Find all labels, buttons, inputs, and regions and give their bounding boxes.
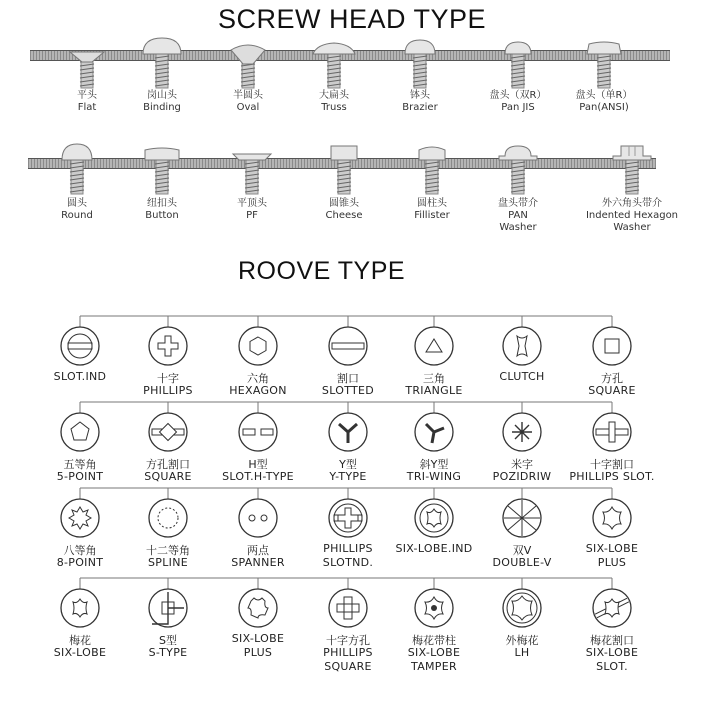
groove-en-label: Y-TYPE <box>329 470 367 483</box>
groove-zh-label: 外梅花 <box>505 634 539 647</box>
groove-zh-label: 割口 <box>337 372 359 385</box>
groove-en-label: TAMPER <box>411 660 457 673</box>
groove-en-label: PHILLIPS SLOT. <box>569 470 655 483</box>
screw-head-en: Indented Hexagon <box>585 210 679 221</box>
groove-zh-label: 双V <box>512 544 532 557</box>
groove-en-label: SQUARE <box>144 470 192 483</box>
screw-head-en: PAN <box>508 210 528 221</box>
groove-en-label: SIX-LOBE <box>585 542 639 555</box>
groove-en-label: 8-POINT <box>56 556 104 569</box>
groove-en-label: SPANNER <box>231 556 285 569</box>
screw-head-en: Flat <box>77 102 97 113</box>
groove-en-label: SQUARE <box>588 384 636 397</box>
screw-head-en: Round <box>61 210 93 221</box>
groove-item <box>552 412 672 502</box>
groove-zh-label: 三角 <box>423 372 445 385</box>
groove-zh-label: 十字 <box>157 372 179 385</box>
screw-head-en: Button <box>145 210 179 221</box>
groove-en-label: PLUS <box>597 556 627 569</box>
groove-en-label: SIX-LOBE <box>231 632 285 645</box>
screw-head-zh: 圆柱头 <box>417 198 447 209</box>
groove-type-title: ROOVE TYPE <box>238 257 406 285</box>
screw-head-en: Truss <box>321 102 347 113</box>
groove-zh-label: 五等角 <box>63 458 97 471</box>
groove-en-label: SIX-LOBE <box>407 646 461 659</box>
groove-en-label: SLOTND. <box>322 556 374 569</box>
groove-zh-label: 梅花 <box>69 634 91 647</box>
groove-zh-label: S型 <box>159 634 177 647</box>
screw-head-zh: 半圆头 <box>233 90 263 101</box>
groove-en-label: SLOTTED <box>321 384 375 397</box>
screw-head-en: Washer <box>499 222 537 233</box>
groove-en-label: SIX-LOBE <box>585 646 639 659</box>
groove-zh-label: 斜Y型 <box>419 458 449 471</box>
groove-en-label: LH <box>514 646 530 659</box>
screw-head-title: SCREW HEAD TYPE <box>217 4 487 34</box>
screw-head-zh: 大扁头 <box>319 90 349 101</box>
groove-zh-label: 十字方孔 <box>326 634 370 647</box>
screw-head-zh: 外六角头带介 <box>602 198 662 209</box>
screw-head-en: Fillister <box>414 210 450 221</box>
groove-zh-label: 十字割口 <box>590 458 634 471</box>
screw-head-en: Pan(ANSI) <box>579 102 629 113</box>
screw-head-zh: 平头 <box>77 90 97 101</box>
groove-zh-label: 方孔割口 <box>146 458 190 471</box>
groove-en-label: SQUARE <box>324 660 372 673</box>
groove-item <box>552 498 672 588</box>
groove-en-label: PHILLIPS <box>143 384 193 397</box>
screw-head-zh: 盘头（单R） <box>575 90 633 101</box>
screw-head-en: Pan JIS <box>501 102 535 113</box>
groove-zh-label: 六角 <box>247 372 269 385</box>
screw-head-zh: 圆锥头 <box>329 198 359 209</box>
screw-head-en: Oval <box>236 102 260 113</box>
screw-head-en: Cheese <box>325 210 363 221</box>
groove-en-label: POZIDRIW <box>492 470 552 483</box>
groove-zh-label: 两点 <box>247 544 269 557</box>
groove-zh-label: 十二等角 <box>146 544 190 557</box>
screw-head-zh: 平顶头 <box>237 198 267 209</box>
groove-en-label: SLOT. <box>596 660 628 673</box>
groove-en-label: TRI-WING <box>406 470 462 483</box>
groove-zh-label: 米字 <box>511 458 533 471</box>
groove-en-label: SPLINE <box>148 556 188 569</box>
groove-en-label: SLOT.IND <box>53 370 107 383</box>
groove-en-label: TRIANGLE <box>405 384 463 397</box>
groove-en-label: 5-POINT <box>56 470 104 483</box>
groove-zh-label: 方孔 <box>601 372 623 385</box>
screw-head-en: Brazier <box>402 102 438 113</box>
groove-en-label: CLUTCH <box>499 370 545 383</box>
screw-head-en: PF <box>246 210 258 221</box>
screw-head-zh: 盘头（双R） <box>489 90 547 101</box>
groove-en-label: DOUBLE-V <box>492 556 552 569</box>
groove-en-label: SLOT.H-TYPE <box>222 470 294 483</box>
groove-zh-label: 梅花带柱 <box>412 634 456 647</box>
groove-zh-label: 梅花割口 <box>590 634 634 647</box>
groove-en-label: SIX-LOBE.IND <box>395 542 473 555</box>
screw-head-en: Washer <box>613 222 651 233</box>
groove-zh-label: Y型 <box>339 458 357 471</box>
screw-head-zh: 钵头 <box>410 90 430 101</box>
groove-en-label: SIX-LOBE <box>53 646 107 659</box>
screw-head-zh: 盘头带介 <box>498 198 538 209</box>
screw-head-en: Binding <box>143 102 181 113</box>
groove-en-label: S-TYPE <box>148 646 188 659</box>
groove-item <box>552 326 672 416</box>
screw-head-zh: 圆头 <box>67 198 87 209</box>
groove-en-label: PHILLIPS <box>323 542 373 555</box>
groove-item <box>552 588 672 678</box>
groove-zh-label: 八等角 <box>63 544 97 557</box>
groove-zh-label: H型 <box>248 458 268 471</box>
screw-head-zh: 纽扣头 <box>147 198 177 209</box>
groove-en-label: PLUS <box>243 646 273 659</box>
groove-en-label: PHILLIPS <box>323 646 373 659</box>
groove-en-label: HEXAGON <box>229 384 287 397</box>
screw-head-zh: 岗山头 <box>147 90 177 101</box>
